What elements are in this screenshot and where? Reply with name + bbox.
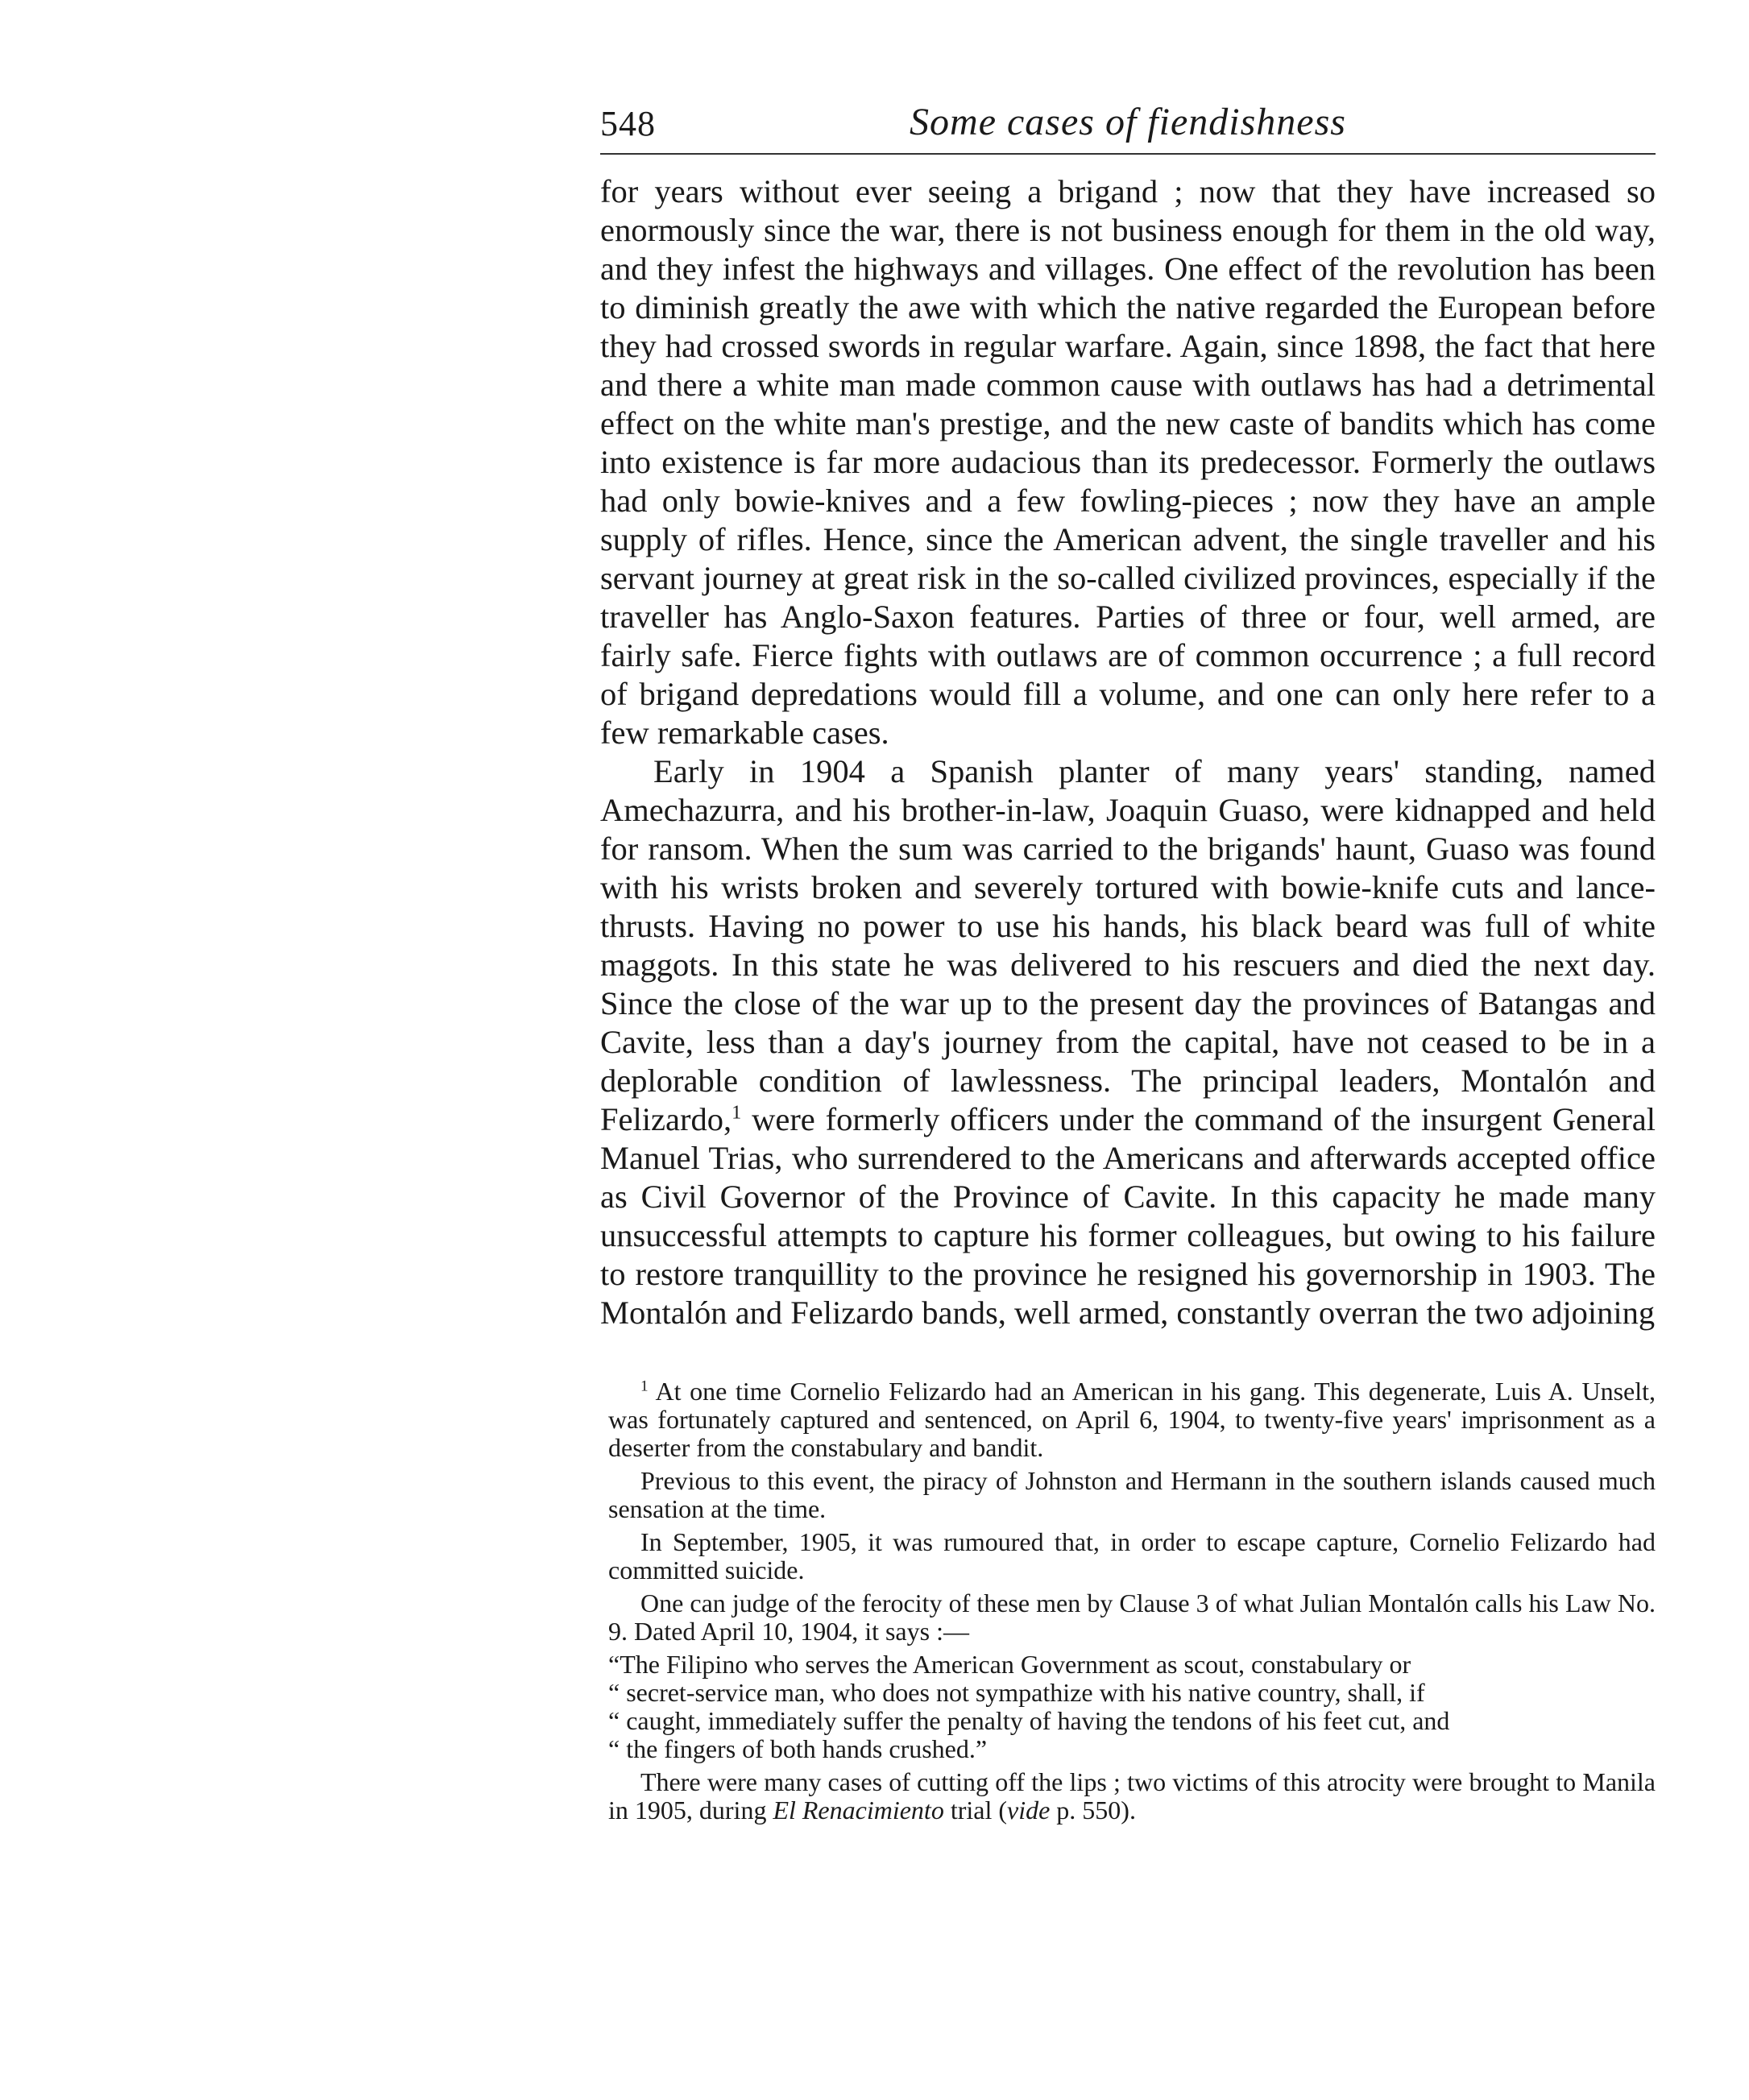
footnote-5-part-2: trial ( [943,1796,1007,1825]
footnote-marker: 1 [640,1377,649,1395]
footnote-5-part-1: There were many cases of cutting off the lips ; two victims of this atrocity were brought to Manila in 1905, during [608,1767,1656,1825]
footnote-1 [608,1377,1656,1462]
body-text [600,172,1656,1332]
running-head [600,97,1656,155]
quote-line-3: “ caught, immediately suffer the penalty of having the tendons of his feet cut, and [608,1706,1450,1735]
quote-line-1: “The Filipino who serves the American Government as scout, constabulary or [608,1650,1411,1679]
footnote-3: In September, 1905, it was rumoured that, in order to escape capture, Cornelio Felizardo had committed suicide. [608,1527,1656,1584]
newspaper-title: El Renacimiento [773,1796,944,1825]
paragraph-2-part-1: Early in 1904 a Spanish planter of many years' standing, named Amechazurra, and his brother-in-law, Joaquin Guaso, were kidnapped and held for ransom. When the sum was carried to the brigands' haunt, Guaso was found with his wrists broken and severely tortured with bowie-knife cuts and lance-thrusts. Having no power to use his hands, his black beard was full of white maggots. In this state he was delivered to his rescuers and died the next day. Since the close of the war up to the present day the provinces of Batangas and Cavite, less than a day's journey from the capital, have not ceased to be in a deplorable condition of lawlessness. The principal leaders, Montalón and Felizardo, [600,753,1656,1137]
footnote-2: Previous to this event, the piracy of Johnston and Hermann in the southern islands caused much sensation at the time. [608,1466,1656,1523]
book-page [600,97,1656,1829]
running-title: Some cases of fiendishness [910,101,1346,143]
paragraph-2 [600,752,1656,1332]
footnote-5 [608,1768,1656,1825]
paragraph-1: for years without ever seeing a brigand ; now that they have increased so enormously since the war, there is not business enough for them in the old way, and they infest the highways and villages. One effect of the revolution has been to diminish greatly the awe with which the native regarded the European before they had crossed swords in regular warfare. Again, since 1898, the fact that here and there a white man made common cause with outlaws has had a detrimental effect on the white man's prestige, and the new caste of bandits which has come into existence is far more audacious than its predecessor. Formerly the outlaws had only bowie-knives and a few fowling-pieces ; now they have an ample supply of rifles. Hence, since the American advent, the single traveller and his servant journey at great risk in the so-called civilized provinces, especially if the traveller has Anglo-Saxon features. Parties of three or four, well armed, are fairly safe. Fierce fights with outlaws are of common occurrence ; a full record of brigand depredations would fill a volume, and one can only here refer to a few remarkable cases. [600,173,1656,751]
vide-word: vide [1007,1796,1051,1825]
footnotes [600,1377,1656,1825]
footnote-1-text: At one time Cornelio Felizardo had an American in his gang. This degenerate, Luis A. Unselt, was fortunately captured and sentenced, on April 6, 1904, to twenty-five years' imprisonment as a deserter from the constabulary and bandit. [608,1377,1656,1462]
footnote-reference: 1 [732,1101,742,1124]
quote-line-2: “ secret-service man, who does not sympathize with his native country, shall, if [608,1678,1425,1707]
footnote-5-part-3: p. 550). [1050,1796,1136,1825]
paragraph-2-part-2: were formerly officers under the command of the insurgent General Manuel Trias, who surrendered to the Americans and afterwards accepted office as Civil Governor of the Province of Cavite. In this capacity he made many unsuccessful attempts to capture his former colleagues, but owing to his failure to restore tranquillity to the province he resigned his governorship in 1903. The Montalón and Felizardo bands, well armed, constantly overran the two adjoining [600,1101,1656,1331]
page-number: 548 [600,104,656,143]
footnote-4: One can judge of the ferocity of these men by Clause 3 of what Julian Montalón calls his Law No. 9. Dated April 10, 1904, it says :— [608,1588,1656,1646]
footnote-quote [608,1651,1656,1763]
quote-line-4: “ the fingers of both hands crushed.” [608,1734,988,1763]
